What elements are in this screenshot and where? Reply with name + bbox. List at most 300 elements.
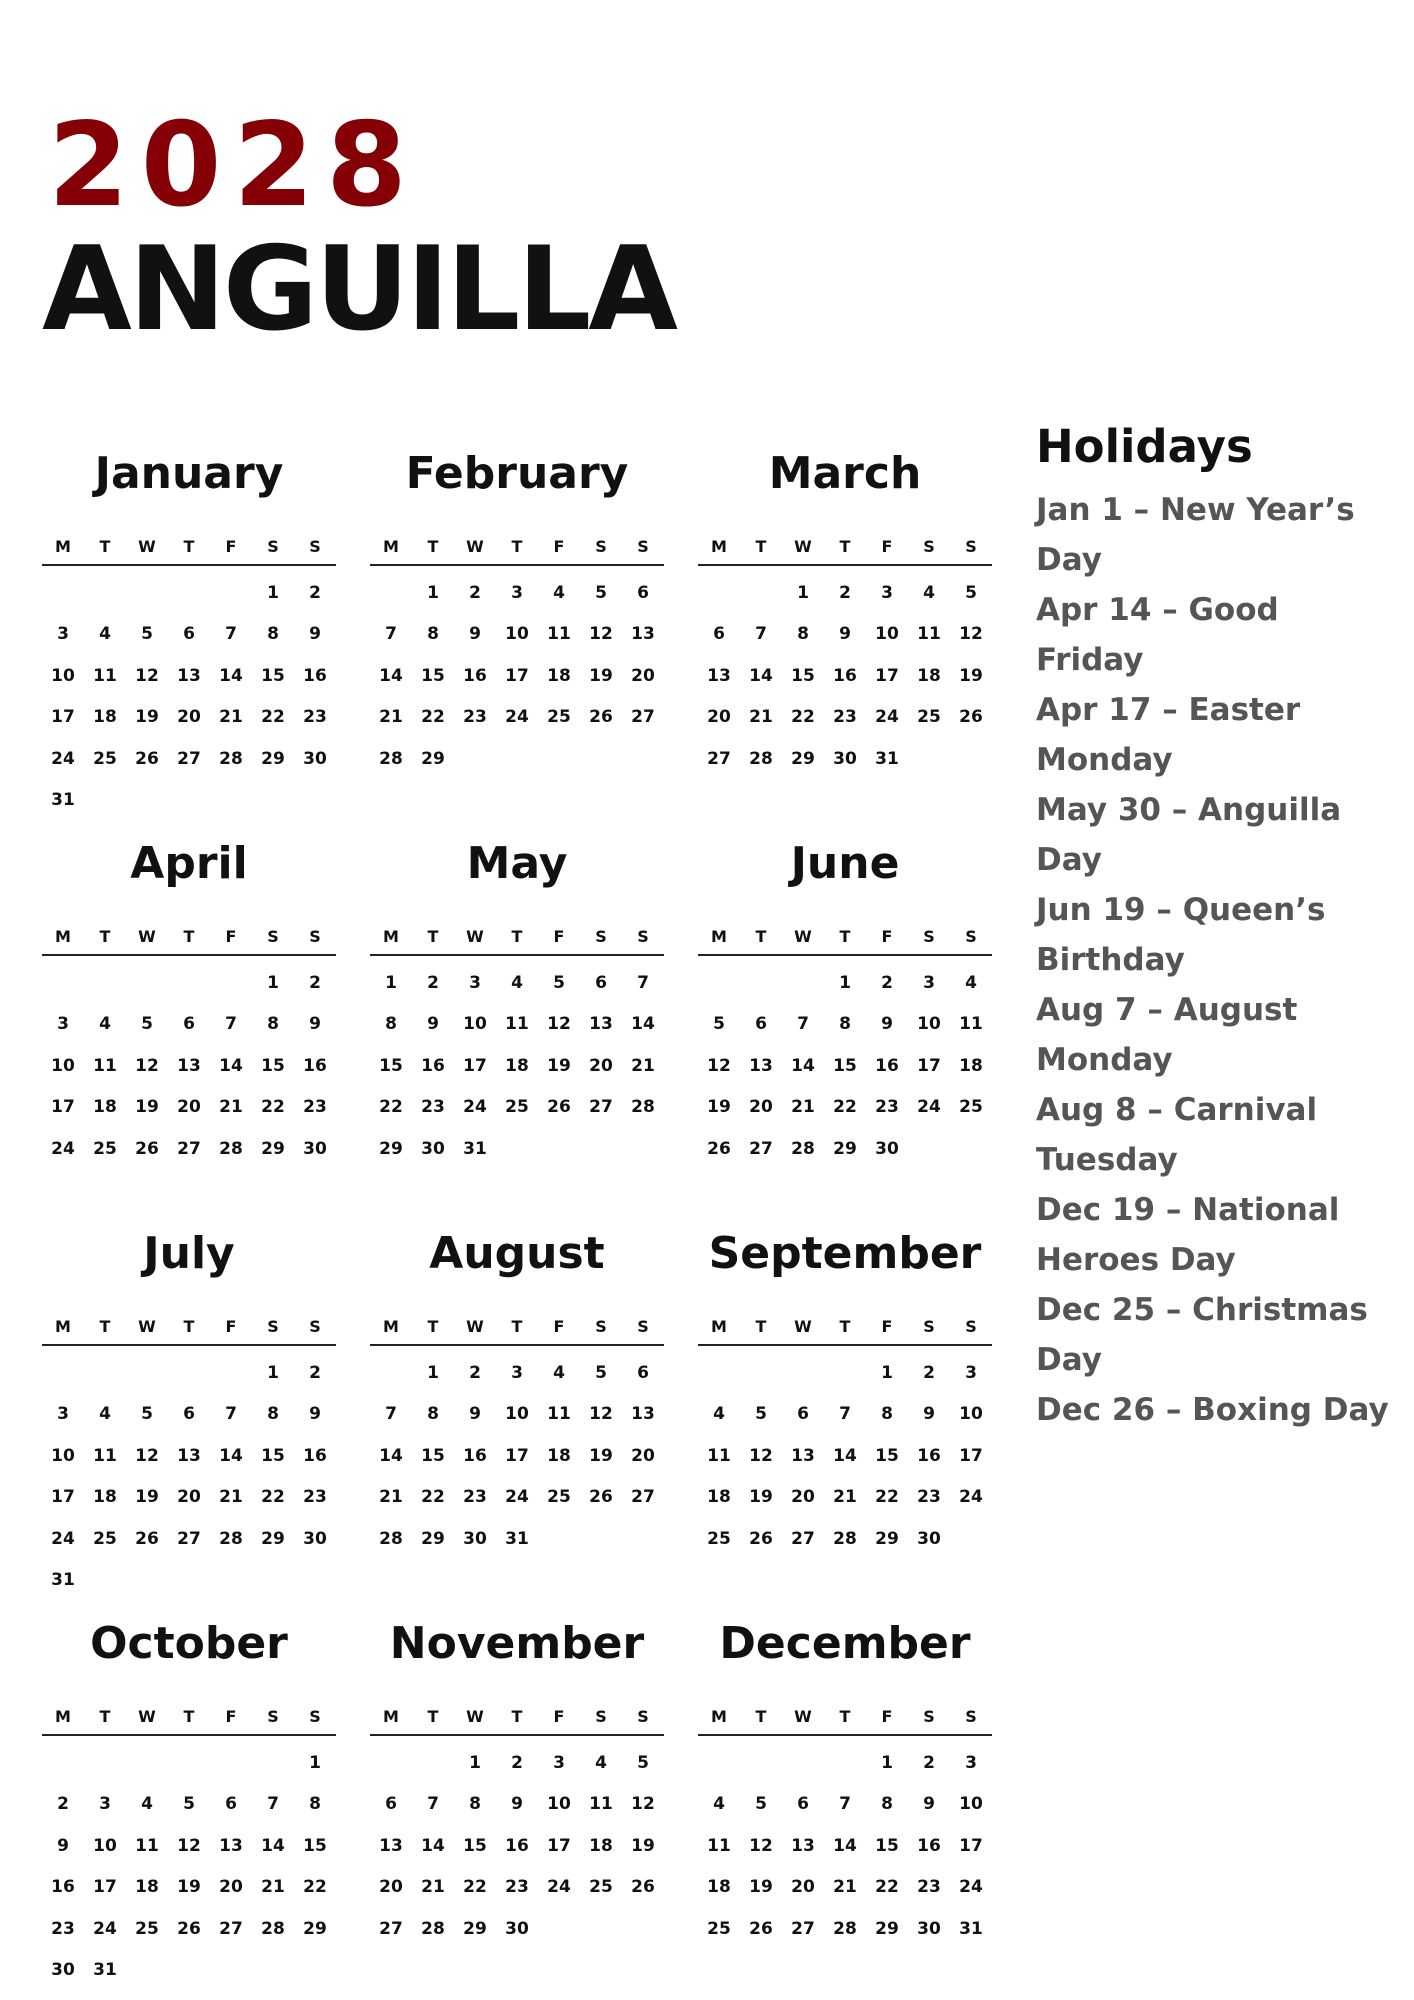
day-cell: 11 (505, 1014, 529, 1035)
weekday-label: S (923, 1316, 935, 1336)
day-cell: 25 (547, 707, 571, 728)
weekday-label: F (225, 1706, 237, 1726)
day-cell: 13 (749, 1055, 773, 1076)
day-cell: 23 (505, 1877, 529, 1898)
day-cell: 21 (833, 1877, 857, 1898)
day-cell: 26 (959, 707, 983, 728)
day-cell: 9 (511, 1794, 523, 1815)
weekday-label: S (267, 536, 279, 556)
day-cell: 5 (965, 582, 977, 603)
day-cell: 10 (959, 1404, 983, 1425)
day-cell: 22 (261, 1487, 285, 1508)
weekday-header (698, 918, 992, 956)
day-cell: 30 (833, 748, 857, 769)
day-cell: 2 (923, 1752, 935, 1773)
day-cell: 14 (421, 1835, 445, 1856)
day-cell: 4 (141, 1794, 153, 1815)
day-cell: 18 (707, 1877, 731, 1898)
weekday-label: S (267, 926, 279, 946)
day-cell: 10 (51, 665, 75, 686)
weekday-label: S (309, 926, 321, 946)
weekday-label: F (881, 536, 893, 556)
weekday-header (42, 1698, 336, 1736)
day-cell: 11 (547, 624, 571, 645)
day-cell: 28 (379, 748, 403, 769)
month-name: December (719, 1618, 971, 1669)
day-cell: 20 (177, 1487, 201, 1508)
day-cell: 15 (421, 665, 445, 686)
day-cell: 28 (219, 1528, 243, 1549)
day-cell: 7 (225, 624, 237, 645)
day-cell: 26 (135, 748, 159, 769)
holiday-item: May 30 – Anguilla Day (1036, 792, 1342, 878)
day-cell: 21 (219, 707, 243, 728)
weekday-label: W (466, 536, 484, 556)
weekday-label: T (183, 1706, 195, 1726)
day-cell: 18 (93, 1097, 117, 1118)
day-cell: 1 (309, 1752, 321, 1773)
day-cell: 9 (923, 1794, 935, 1815)
month-name: September (708, 1228, 982, 1279)
day-cell: 5 (595, 582, 607, 603)
day-cell: 1 (797, 582, 809, 603)
year-title: 2028 (48, 98, 419, 233)
day-cell: 3 (965, 1752, 977, 1773)
weekday-label: T (511, 1706, 523, 1726)
day-cell: 11 (959, 1014, 983, 1035)
day-grid (42, 956, 336, 1170)
month-name: January (94, 448, 284, 499)
day-cell: 15 (421, 1445, 445, 1466)
day-cell: 13 (177, 665, 201, 686)
day-cell: 18 (589, 1835, 613, 1856)
day-cell: 12 (589, 1404, 613, 1425)
weekday-label: T (755, 536, 767, 556)
day-cell: 19 (707, 1097, 731, 1118)
day-cell: 21 (631, 1055, 655, 1076)
day-cell: 30 (303, 1138, 327, 1159)
weekday-label: F (553, 1316, 565, 1336)
holiday-item: Aug 7 – August Monday (1036, 992, 1298, 1078)
month-september (698, 1212, 992, 1602)
weekday-label: S (637, 536, 649, 556)
day-cell: 9 (57, 1835, 69, 1856)
day-cell: 12 (631, 1794, 655, 1815)
day-cell: 7 (385, 1404, 397, 1425)
day-cell: 1 (267, 972, 279, 993)
day-cell: 20 (589, 1055, 613, 1076)
day-cell: 17 (505, 1445, 529, 1466)
weekday-label: W (466, 1316, 484, 1336)
day-cell: 20 (631, 1445, 655, 1466)
weekday-label: S (965, 926, 977, 946)
day-cell: 22 (303, 1877, 327, 1898)
day-cell: 3 (881, 582, 893, 603)
day-cell: 21 (379, 1487, 403, 1508)
day-grid (698, 956, 992, 1170)
day-cell: 5 (713, 1014, 725, 1035)
day-cell: 10 (51, 1445, 75, 1466)
day-cell: 15 (875, 1835, 899, 1856)
day-cell: 27 (749, 1138, 773, 1159)
weekday-label: M (711, 536, 727, 556)
month-july (42, 1212, 336, 1602)
day-cell: 24 (51, 1138, 75, 1159)
day-cell: 22 (379, 1097, 403, 1118)
weekday-header (370, 528, 664, 566)
day-cell: 1 (881, 1752, 893, 1773)
weekday-label: T (99, 926, 111, 946)
day-cell: 7 (225, 1014, 237, 1035)
day-cell: 5 (637, 1752, 649, 1773)
weekday-label: T (99, 536, 111, 556)
day-cell: 30 (51, 1960, 75, 1981)
weekday-label: S (637, 1706, 649, 1726)
day-cell: 13 (589, 1014, 613, 1035)
month-june (698, 822, 992, 1212)
day-cell: 16 (875, 1055, 899, 1076)
day-cell: 11 (707, 1835, 731, 1856)
day-cell: 19 (749, 1487, 773, 1508)
weekday-label: M (383, 1706, 399, 1726)
month-name: February (405, 448, 629, 499)
weekday-label: S (309, 1706, 321, 1726)
day-cell: 18 (505, 1055, 529, 1076)
day-cell: 7 (267, 1794, 279, 1815)
day-cell: 25 (959, 1097, 983, 1118)
weekday-label: T (183, 1316, 195, 1336)
weekday-label: W (138, 926, 156, 946)
day-cell: 2 (469, 582, 481, 603)
day-cell: 30 (303, 1528, 327, 1549)
day-cell: 17 (51, 707, 75, 728)
holidays-title: Holidays (1036, 420, 1253, 473)
day-cell: 5 (755, 1404, 767, 1425)
day-cell: 20 (379, 1877, 403, 1898)
weekday-label: T (755, 1706, 767, 1726)
day-cell: 26 (589, 1487, 613, 1508)
day-cell: 2 (923, 1362, 935, 1383)
day-grid (370, 1346, 664, 1560)
day-cell: 9 (309, 624, 321, 645)
day-cell: 4 (713, 1404, 725, 1425)
day-cell: 1 (385, 972, 397, 993)
day-cell: 22 (875, 1487, 899, 1508)
weekday-header (370, 918, 664, 956)
weekday-label: M (383, 1316, 399, 1336)
day-cell: 23 (917, 1877, 941, 1898)
day-cell: 11 (589, 1794, 613, 1815)
day-cell: 28 (749, 748, 773, 769)
day-cell: 28 (379, 1528, 403, 1549)
day-cell: 28 (791, 1138, 815, 1159)
day-cell: 10 (959, 1794, 983, 1815)
day-cell: 26 (589, 707, 613, 728)
day-cell: 12 (135, 665, 159, 686)
day-cell: 22 (791, 707, 815, 728)
day-cell: 1 (427, 1362, 439, 1383)
weekday-label: M (55, 536, 71, 556)
day-cell: 16 (917, 1445, 941, 1466)
holiday-item: Dec 26 – Boxing Day (1036, 1392, 1389, 1428)
day-cell: 23 (303, 1487, 327, 1508)
day-cell: 21 (219, 1097, 243, 1118)
day-cell: 27 (631, 707, 655, 728)
day-cell: 14 (631, 1014, 655, 1035)
day-cell: 23 (51, 1918, 75, 1939)
weekday-header (370, 1308, 664, 1346)
day-cell: 15 (791, 665, 815, 686)
day-cell: 15 (833, 1055, 857, 1076)
day-cell: 3 (511, 582, 523, 603)
day-cell: 28 (631, 1097, 655, 1118)
day-cell: 7 (797, 1014, 809, 1035)
day-cell: 21 (261, 1877, 285, 1898)
day-cell: 7 (637, 972, 649, 993)
day-cell: 14 (379, 1445, 403, 1466)
day-cell: 16 (463, 665, 487, 686)
day-cell: 16 (463, 1445, 487, 1466)
day-cell: 10 (93, 1835, 117, 1856)
day-cell: 23 (917, 1487, 941, 1508)
day-cell: 7 (225, 1404, 237, 1425)
holiday-item: Apr 17 – Easter Monday (1036, 692, 1301, 778)
weekday-header (370, 1698, 664, 1736)
day-cell: 2 (427, 972, 439, 993)
month-name: April (130, 838, 248, 889)
day-cell: 28 (219, 748, 243, 769)
day-cell: 9 (469, 1404, 481, 1425)
day-cell: 17 (463, 1055, 487, 1076)
day-cell: 14 (379, 665, 403, 686)
day-cell: 19 (959, 665, 983, 686)
day-cell: 22 (833, 1097, 857, 1118)
day-cell: 23 (303, 707, 327, 728)
day-cell: 3 (57, 1014, 69, 1035)
day-cell: 26 (749, 1918, 773, 1939)
day-cell: 6 (755, 1014, 767, 1035)
day-cell: 23 (833, 707, 857, 728)
day-cell: 19 (547, 1055, 571, 1076)
day-cell: 5 (595, 1362, 607, 1383)
day-cell: 19 (135, 1097, 159, 1118)
day-cell: 7 (839, 1404, 851, 1425)
day-cell: 21 (749, 707, 773, 728)
day-cell: 23 (463, 707, 487, 728)
day-cell: 17 (959, 1445, 983, 1466)
weekday-label: T (183, 926, 195, 946)
weekday-label: T (511, 926, 523, 946)
weekday-label: S (309, 536, 321, 556)
day-cell: 10 (547, 1794, 571, 1815)
day-cell: 17 (917, 1055, 941, 1076)
day-cell: 8 (267, 1404, 279, 1425)
weekday-label: S (595, 1316, 607, 1336)
day-cell: 11 (917, 624, 941, 645)
weekday-label: W (466, 1706, 484, 1726)
day-cell: 4 (923, 582, 935, 603)
day-cell: 6 (637, 582, 649, 603)
day-cell: 15 (875, 1445, 899, 1466)
month-name: June (790, 838, 900, 889)
weekday-label: F (881, 1316, 893, 1336)
day-cell: 14 (833, 1835, 857, 1856)
weekday-label: W (138, 1316, 156, 1336)
day-cell: 9 (309, 1404, 321, 1425)
weekday-label: T (839, 1706, 851, 1726)
day-cell: 24 (875, 707, 899, 728)
day-cell: 25 (93, 1528, 117, 1549)
day-cell: 8 (839, 1014, 851, 1035)
weekday-label: T (511, 1316, 523, 1336)
day-cell: 7 (385, 624, 397, 645)
weekday-label: S (965, 1706, 977, 1726)
day-cell: 16 (51, 1877, 75, 1898)
day-cell: 22 (261, 707, 285, 728)
day-cell: 9 (881, 1014, 893, 1035)
day-cell: 13 (177, 1445, 201, 1466)
month-february (370, 432, 664, 822)
day-cell: 29 (833, 1138, 857, 1159)
day-cell: 5 (141, 1404, 153, 1425)
day-cell: 8 (309, 1794, 321, 1815)
month-april (42, 822, 336, 1212)
day-cell: 29 (463, 1918, 487, 1939)
day-cell: 31 (875, 748, 899, 769)
day-cell: 3 (57, 624, 69, 645)
day-cell: 31 (51, 1570, 75, 1591)
day-cell: 11 (707, 1445, 731, 1466)
day-cell: 27 (791, 1918, 815, 1939)
month-march (698, 432, 992, 822)
day-cell: 20 (707, 707, 731, 728)
month-august (370, 1212, 664, 1602)
day-cell: 8 (385, 1014, 397, 1035)
day-cell: 24 (93, 1918, 117, 1939)
holidays-list (1036, 485, 1396, 1435)
day-cell: 1 (839, 972, 851, 993)
day-cell: 30 (875, 1138, 899, 1159)
day-cell: 18 (135, 1877, 159, 1898)
day-cell: 2 (57, 1794, 69, 1815)
day-cell: 8 (427, 624, 439, 645)
day-cell: 20 (791, 1877, 815, 1898)
day-cell: 11 (93, 665, 117, 686)
day-cell: 11 (93, 1055, 117, 1076)
day-cell: 5 (183, 1794, 195, 1815)
day-cell: 18 (93, 707, 117, 728)
day-grid (370, 1736, 664, 1950)
weekday-label: W (794, 926, 812, 946)
day-cell: 19 (135, 707, 159, 728)
day-cell: 29 (875, 1528, 899, 1549)
day-cell: 2 (469, 1362, 481, 1383)
day-cell: 23 (421, 1097, 445, 1118)
weekday-label: F (881, 1706, 893, 1726)
day-cell: 14 (219, 1445, 243, 1466)
day-cell: 6 (595, 972, 607, 993)
day-cell: 19 (589, 1445, 613, 1466)
day-cell: 27 (791, 1528, 815, 1549)
day-cell: 17 (875, 665, 899, 686)
day-cell: 6 (713, 624, 725, 645)
day-cell: 28 (833, 1918, 857, 1939)
month-october (42, 1602, 336, 1992)
day-cell: 12 (749, 1835, 773, 1856)
day-cell: 29 (261, 1528, 285, 1549)
weekday-label: F (225, 536, 237, 556)
weekday-label: F (553, 536, 565, 556)
day-cell: 21 (219, 1487, 243, 1508)
weekday-label: F (225, 1316, 237, 1336)
day-cell: 19 (177, 1877, 201, 1898)
day-cell: 1 (267, 582, 279, 603)
day-cell: 29 (261, 748, 285, 769)
day-cell: 3 (99, 1794, 111, 1815)
day-cell: 16 (505, 1835, 529, 1856)
day-cell: 29 (303, 1918, 327, 1939)
weekday-label: T (99, 1706, 111, 1726)
day-cell: 17 (93, 1877, 117, 1898)
day-cell: 12 (707, 1055, 731, 1076)
day-cell: 25 (547, 1487, 571, 1508)
day-cell: 2 (309, 972, 321, 993)
day-cell: 11 (93, 1445, 117, 1466)
day-cell: 14 (749, 665, 773, 686)
calendar-grid (42, 432, 1002, 1992)
day-cell: 26 (749, 1528, 773, 1549)
weekday-label: T (183, 536, 195, 556)
day-cell: 12 (177, 1835, 201, 1856)
day-cell: 25 (93, 748, 117, 769)
day-cell: 9 (923, 1404, 935, 1425)
day-cell: 1 (427, 582, 439, 603)
day-cell: 18 (93, 1487, 117, 1508)
weekday-label: F (881, 926, 893, 946)
holiday-item: Jun 19 – Queen’s Birthday (1036, 892, 1326, 978)
day-cell: 20 (749, 1097, 773, 1118)
day-cell: 30 (303, 748, 327, 769)
day-cell: 12 (547, 1014, 571, 1035)
holiday-item: Apr 14 – Good Friday (1036, 592, 1279, 678)
day-cell: 13 (791, 1445, 815, 1466)
day-cell: 8 (797, 624, 809, 645)
weekday-label: M (711, 926, 727, 946)
day-cell: 22 (463, 1877, 487, 1898)
weekday-label: T (427, 1706, 439, 1726)
day-cell: 4 (713, 1794, 725, 1815)
day-cell: 13 (177, 1055, 201, 1076)
day-cell: 15 (463, 1835, 487, 1856)
day-cell: 30 (463, 1528, 487, 1549)
weekday-label: M (383, 536, 399, 556)
day-cell: 22 (875, 1877, 899, 1898)
weekday-label: M (55, 926, 71, 946)
weekday-header (698, 528, 992, 566)
month-january (42, 432, 336, 822)
day-cell: 30 (917, 1528, 941, 1549)
day-cell: 10 (51, 1055, 75, 1076)
weekday-label: W (466, 926, 484, 946)
holiday-item: Dec 25 – Christmas Day (1036, 1292, 1368, 1378)
day-cell: 18 (547, 1445, 571, 1466)
weekday-label: T (427, 1316, 439, 1336)
day-cell: 18 (547, 665, 571, 686)
day-cell: 3 (57, 1404, 69, 1425)
day-cell: 15 (261, 1445, 285, 1466)
weekday-label: T (755, 1316, 767, 1336)
day-cell: 12 (959, 624, 983, 645)
